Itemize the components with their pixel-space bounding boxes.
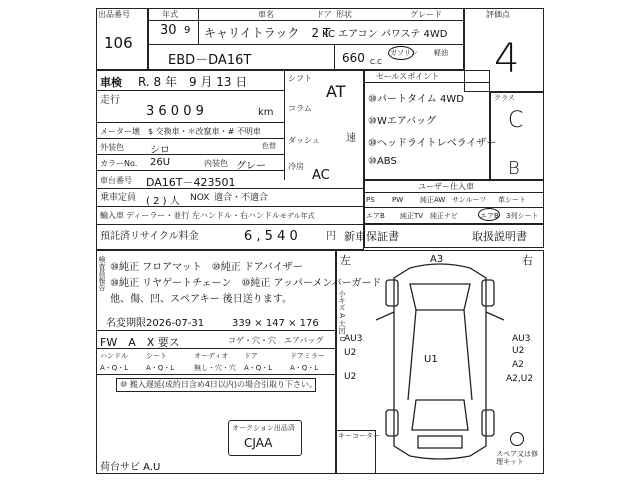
row-label-4: ドア [244,352,258,360]
lot-number: 106 [104,34,133,52]
opt-r1-2: PW [392,196,404,204]
drive-options: FW A X 要ス [100,336,180,349]
cc-value: 660 [342,51,365,65]
row-value-4: A・Q・L [244,364,273,372]
row-value-5: A・Q・L [290,364,319,372]
interior-color-value: グレー [236,161,266,172]
left-mark: 左 [340,254,351,267]
mileage-unit: km [258,107,274,118]
name-label: 車名 [258,10,274,19]
aircon-label: 冷房 [288,162,304,171]
fuel-gas: ガソリン [390,49,418,57]
shape-label: 形状 [336,10,352,19]
front-mark: A3 [430,254,444,265]
capacity-label: 乗車定員 [100,193,137,203]
recycle-unit: 円 [326,231,336,242]
inspection-value: R. 8 年 9 月 13 日 [138,75,248,89]
opt-r2-5: 3列シート [506,212,539,220]
right-mark-4: A2,U2 [506,374,534,384]
row-label-2: シート [146,352,167,360]
opt-r2-1: エアB [366,212,385,220]
inspection-label: 車検 [100,76,122,89]
sales-point-3: ⑩ヘッドライトレベライザー [368,138,497,149]
handwritten-footer: 荷台サビ A.U [100,462,161,473]
right-mark: 右 [522,254,533,267]
meter-options: $ 交換車・＊改竄車・# 不明車 [148,127,261,136]
new-warranty: 新車保証書 [344,230,399,243]
grade-label: グレード [410,10,442,19]
ac-options: コゲ・穴・穴 エアバッグ [228,336,324,345]
note-line-3: 他、傷、凹、スペアキー 後日送ります。 [110,294,292,305]
speed-label: 速 [346,133,356,144]
capacity-value: ( 2 ) 人 [146,196,180,207]
chassis-value: DA16T－423501 [146,176,236,189]
opt-r2-2: 純正TV [400,212,424,220]
grade-b: B [508,158,520,179]
chassis-label: 車台番号 [100,176,132,185]
color-no-value: 26U [150,157,171,168]
row-value-3: 無し・穴・穴 [194,364,236,372]
class-label: クラス [494,94,515,102]
opt-r1-3: 純正AW [420,196,446,204]
user-label: ユーザー仕入車 [418,182,474,191]
year-suffix: 9 [184,25,191,36]
mileage-label: 走行 [100,95,120,106]
stamp-line-2: CJAA [244,436,273,450]
side-labels: 小キズ A 大凹 U [338,290,346,342]
grade-value: KC エアコン パワステ 4WD [322,29,448,40]
row-value-1: A・Q・L [100,364,129,372]
center-mark: U1 [424,354,438,365]
import-value: ディーラー・並行 左ハンドル・右ハンドル [126,211,280,220]
opt-r1-1: PS [366,196,375,204]
exterior-label: 外装色 [100,143,124,152]
interior-color-label: 内装色 [204,159,228,168]
model-year-label: モデル年式 [280,212,315,220]
vehicle-name: キャリイトラック 2 T [204,26,331,40]
opt-r2-4: エアB [480,212,499,220]
sales-point-4: ⑩ABS [368,156,397,167]
left-mark-1: AU3 [344,334,363,344]
year-label: 年式 [162,10,178,19]
row-value-2: A・Q・L [146,364,175,372]
year-value: 30 [160,23,177,38]
note-line-2: ⑩純正 リヤゲートチェーン ⑩純正 アッパーメンバーガード [110,278,382,289]
row-label-1: ハンドル [100,352,128,360]
lot-label: 出品番号 [98,10,130,19]
mileage-value: 3 6 0 0 9 [146,104,204,119]
left-mark-3: U2 [344,372,357,382]
door-label: ドア [316,10,332,19]
cc-unit: C.C [370,58,383,66]
spare-label: スペア又は修理キット [496,450,538,466]
class-value: C [508,108,524,133]
note-line-1: ⑩純正 フロアマット ⑩純正 ドアバイザー [110,262,303,273]
color-change-label: 色替 [262,142,276,150]
stamp-line-1: オークション出品済 [232,424,295,432]
row-label-3: オーディオ [194,352,229,360]
sales-point-1: ⑩パートタイム 4WD [368,94,464,105]
opt-r2-3: 純正ナビ [430,212,458,220]
score-label: 評価点 [486,10,510,19]
exterior-value: シロ [150,145,170,156]
sales-point-2: ⑩Wエアバッグ [368,116,437,127]
meter-label: メーター壊 [100,127,140,136]
shift-value: AT [326,82,346,101]
stamp-box-label: キーコーター [338,432,380,440]
dash-label: ダッシュ [288,136,320,145]
right-mark-3: A2 [512,360,524,370]
spare-tire-icon [510,432,524,446]
column-label: コラム [288,104,312,113]
recycle-value: 6 , 5 4 0 [244,229,298,244]
manual: 取扱説明書 [472,230,527,243]
opt-r1-4: サンルーフ [452,196,487,204]
score-value: 4 [494,36,520,82]
recycle-label: 預託済リサイクル料金 [100,231,199,242]
right-mark-2: U2 [512,346,525,356]
dimensions: 339 × 147 × 176 [232,318,319,329]
name-change-deadline: 名変期限2026-07-31 [106,318,205,329]
nox-value: 適合・不適合 [214,193,269,203]
import-label: 輸入車 [100,211,124,220]
color-no-label: カラーNo. [100,159,138,168]
model-code: EBD－DA16T [168,53,252,68]
opt-r1-5: 革シート [498,196,526,204]
right-mark-1: AU3 [512,334,531,344]
shift-label: シフト [288,74,312,83]
inspector-label: 検査員報告 [98,256,106,291]
row-label-5: ドアミラー [290,352,325,360]
aircon-value: AC [312,168,330,183]
left-mark-2: U2 [344,348,357,358]
warning-text: ⑩ 搬入遅延(成約日含め4日以内)の場合引取り下さい。 [120,380,318,389]
fuel-light: 軽油 [434,49,448,57]
sales-points-label: セールスポイント [376,72,440,81]
nox-label: NOX [190,193,210,203]
